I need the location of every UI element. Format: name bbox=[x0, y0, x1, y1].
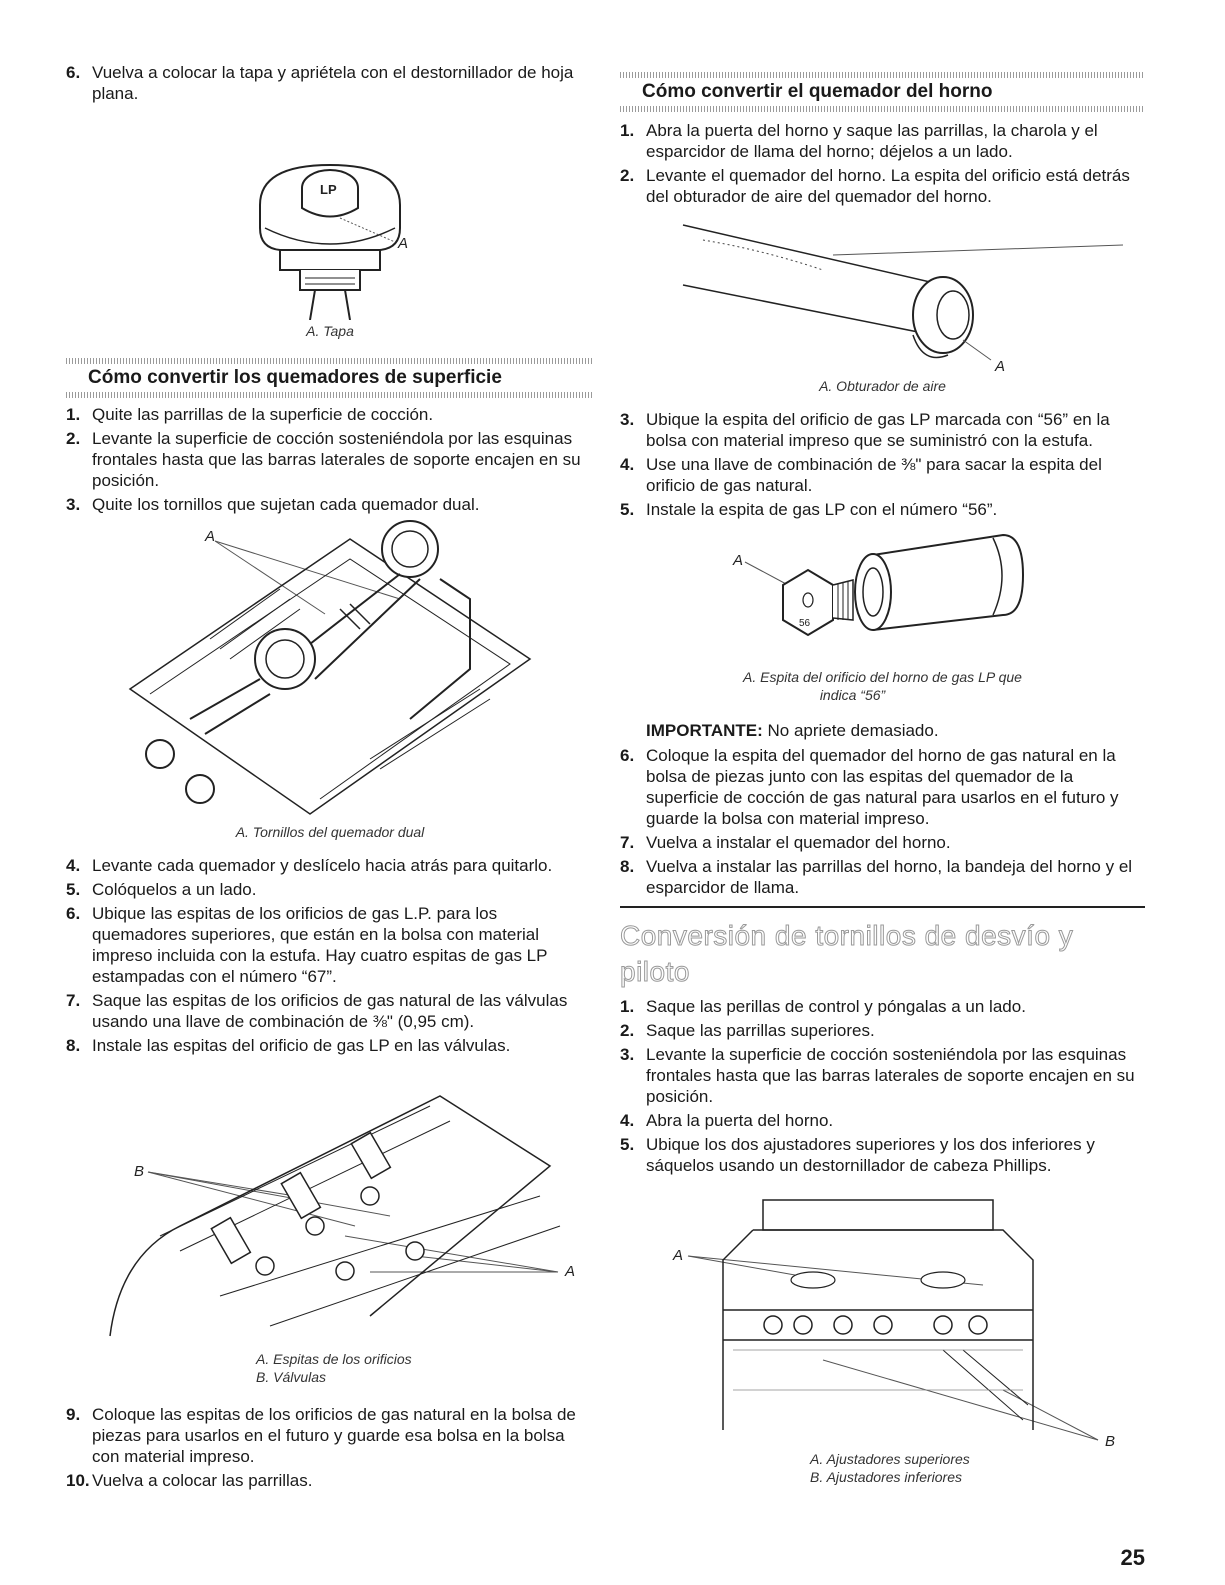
list-item bbox=[66, 404, 594, 425]
caption-valves-b: B. Válvulas bbox=[256, 1369, 327, 1385]
step-text: Instale las espitas del orificio de gas LP en las válvulas. bbox=[92, 1036, 511, 1055]
section-title: Cómo convertir los quemadores de superficie bbox=[88, 367, 502, 388]
step-text: Vuelva a instalar el quemador del horno. bbox=[646, 833, 951, 852]
list-item bbox=[66, 1035, 594, 1056]
list-item bbox=[620, 856, 1145, 898]
caption-air-shutter: A. Obturador de aire bbox=[819, 378, 946, 394]
lp-stamp: LP bbox=[320, 182, 337, 197]
list-item bbox=[620, 832, 1145, 853]
section-header-oven bbox=[620, 72, 1145, 112]
section-title-bypass: Conversión de tornillos de desvío y piloto bbox=[620, 920, 1074, 987]
step-number: 8. bbox=[66, 1036, 81, 1055]
step-text: Levante la superficie de cocción sosteniéndola por las esquinas frontales hasta que las barras laterales de soporte encajen en su posición. bbox=[646, 1045, 1135, 1106]
step-text: Saque las perillas de control y póngalas a un lado. bbox=[646, 997, 1026, 1016]
list-item bbox=[66, 879, 594, 900]
page-number: 25 bbox=[1120, 1545, 1145, 1570]
list-item bbox=[66, 428, 594, 491]
step-text: Ubique las espitas de los orificios de gas L.P. para los quemadores superiores, que están en la bolsa con material impreso incluida con la estufa. Hay cuatro espitas de gas LP estampadas con el número “67”. bbox=[92, 904, 548, 986]
step-text: Quite los tornillos que sujetan cada quemador dual. bbox=[92, 495, 480, 514]
step-text: Vuelva a colocar las parrillas. bbox=[92, 1471, 313, 1490]
label-a: A bbox=[672, 1247, 683, 1264]
label-a: A bbox=[205, 528, 216, 545]
list-item bbox=[620, 996, 1145, 1017]
step-number: 2. bbox=[620, 1021, 635, 1040]
step-number: 4. bbox=[620, 455, 635, 474]
step-number: 9. bbox=[66, 1405, 81, 1424]
list-item bbox=[620, 165, 1145, 207]
list-item bbox=[620, 409, 1145, 451]
spud-stamp: 56 bbox=[798, 618, 810, 629]
list-item bbox=[66, 855, 594, 876]
step-number: 3. bbox=[620, 1045, 635, 1064]
right-column bbox=[620, 72, 1145, 1486]
list-item bbox=[66, 494, 594, 515]
caption-spud-1: A. Espita del orificio del horno de gas LP que bbox=[743, 669, 1022, 685]
step-number: 2. bbox=[66, 429, 81, 448]
label-a: A bbox=[732, 552, 743, 569]
step-number: 5. bbox=[66, 880, 81, 899]
step-text: Vuelva a colocar la tapa y apriételа con el destornillador de hoja plana. bbox=[92, 63, 574, 103]
step-text: Levante cada quemador y deslícelo hacia atrás para quitarlo. bbox=[92, 856, 553, 875]
list-item bbox=[66, 990, 594, 1032]
caption-tapa: A. Tapa bbox=[306, 323, 354, 339]
list-item bbox=[66, 903, 594, 987]
label-a: A bbox=[398, 235, 409, 252]
step-text: Use una llave de combinación de ⅜" para sacar la espita del orificio de gas natural. bbox=[646, 455, 1102, 495]
step-number: 8. bbox=[620, 857, 635, 876]
step-text: Abra la puerta del horno. bbox=[646, 1111, 834, 1130]
step-text: Coloque la espita del quemador del horno de gas natural en la bolsa de piezas junto con las espitas del quemador de la superficie de cocción de gas natural para usarlos en el futuro y guarde la bolsa con material impreso. bbox=[646, 746, 1119, 828]
step-number: 1. bbox=[66, 405, 81, 424]
step-number: 3. bbox=[66, 495, 81, 514]
divider bbox=[620, 906, 1145, 908]
list-item bbox=[66, 1470, 594, 1491]
step-number: 2. bbox=[620, 166, 635, 185]
caption-spud-2: indica “56” bbox=[819, 687, 886, 703]
step-number: 1. bbox=[620, 121, 635, 140]
left-column bbox=[66, 62, 594, 1494]
list-item bbox=[620, 1110, 1145, 1131]
label-a: A bbox=[565, 1263, 576, 1280]
step-number: 7. bbox=[66, 991, 81, 1010]
step-text: Saque las parrillas superiores. bbox=[646, 1021, 875, 1040]
caption-adjusters-a: A. Ajustadores superiores bbox=[810, 1451, 970, 1467]
step-number: 10. bbox=[66, 1471, 90, 1490]
step-number: 3. bbox=[620, 410, 635, 429]
label-a: A bbox=[994, 358, 1005, 375]
step-number: 6. bbox=[66, 63, 81, 82]
step-number: 4. bbox=[66, 856, 81, 875]
list-item bbox=[620, 1044, 1145, 1107]
figure-cap bbox=[220, 110, 440, 320]
figure-adjusters bbox=[643, 1190, 1123, 1450]
step-text: Saque las espitas de los orificios de gas natural de las válvulas usando una llave de combinación de ⅜" (0,95 cm). bbox=[92, 991, 568, 1031]
step-text: Colóquelos a un lado. bbox=[92, 880, 257, 899]
label-b: B bbox=[134, 1163, 145, 1180]
step-text: Levante el quemador del horno. La espita del orificio está detrás del obturador de aire del quemador del horno. bbox=[646, 166, 1130, 206]
list-item bbox=[620, 1020, 1145, 1041]
label-b: B bbox=[1104, 1433, 1115, 1450]
step-text: Levante la superficie de cocción sosteniéndola por las esquinas frontales hasta que las barras laterales de soporte encajen en su posición. bbox=[92, 429, 581, 490]
adjusters-illustration bbox=[643, 1190, 1123, 1450]
step-number: 1. bbox=[620, 997, 635, 1016]
figure-dual-burner bbox=[110, 519, 550, 819]
step-number: 4. bbox=[620, 1111, 635, 1130]
step-number: 7. bbox=[620, 833, 635, 852]
step-text: Instale la espita de gas LP con el número “56”. bbox=[646, 500, 998, 519]
step-number: 5. bbox=[620, 1135, 635, 1154]
section-title: Cómo convertir el quemador del horno bbox=[642, 81, 993, 102]
list-item bbox=[620, 1134, 1145, 1176]
step-6 bbox=[66, 62, 594, 104]
step-number: 6. bbox=[620, 746, 635, 765]
list-item bbox=[620, 454, 1145, 496]
caption-valves-a: A. Espitas de los orificios bbox=[256, 1351, 412, 1367]
cap-illustration bbox=[220, 110, 440, 320]
important-note bbox=[646, 720, 1145, 741]
important-text: No apriete demasiado. bbox=[762, 721, 939, 740]
step-text: Vuelva a instalar las parrillas del horno, la bandeja del horno y el esparcidor de llama. bbox=[646, 857, 1133, 897]
section-header-surface bbox=[66, 358, 594, 398]
step-text: Ubique la espita del orificio de gas LP marcada con “56” en la bolsa con material impreso que se suministró con la estufa. bbox=[646, 410, 1110, 450]
step-text: Abra la puerta del horno y saque las parrillas, la charola y el esparcidor de llama del horno; déjelos a un lado. bbox=[646, 121, 1098, 161]
caption-dual-burner: A. Tornillos del quemador dual bbox=[235, 824, 425, 840]
list-item bbox=[66, 1404, 594, 1467]
figure-valves bbox=[70, 1076, 590, 1346]
air-shutter-illustration bbox=[643, 215, 1123, 375]
figure-air-shutter bbox=[643, 215, 1123, 375]
dual-burner-illustration bbox=[110, 519, 550, 819]
valves-illustration bbox=[70, 1076, 590, 1346]
list-item bbox=[620, 499, 1145, 520]
caption-adjusters-b: B. Ajustadores inferiores bbox=[810, 1469, 962, 1485]
step-number: 5. bbox=[620, 500, 635, 519]
step-text: Ubique los dos ajustadores superiores y los dos inferiores y sáquelos usando un destornillador de cabeza Phillips. bbox=[646, 1135, 1095, 1175]
list-item bbox=[620, 120, 1145, 162]
step-number: 6. bbox=[66, 904, 81, 923]
important-label: IMPORTANTE: bbox=[646, 721, 763, 740]
step-text: Coloque las espitas de los orificios de gas natural en la bolsa de piezas para usarlos en el futuro y guarde esa bolsa en la bolsa con material impreso. bbox=[92, 1405, 576, 1466]
orifice-spud-illustration bbox=[723, 530, 1043, 660]
list-item bbox=[620, 745, 1145, 829]
step-text: Quite las parrillas de la superficie de cocción. bbox=[92, 405, 434, 424]
figure-orifice-spud bbox=[723, 530, 1043, 660]
